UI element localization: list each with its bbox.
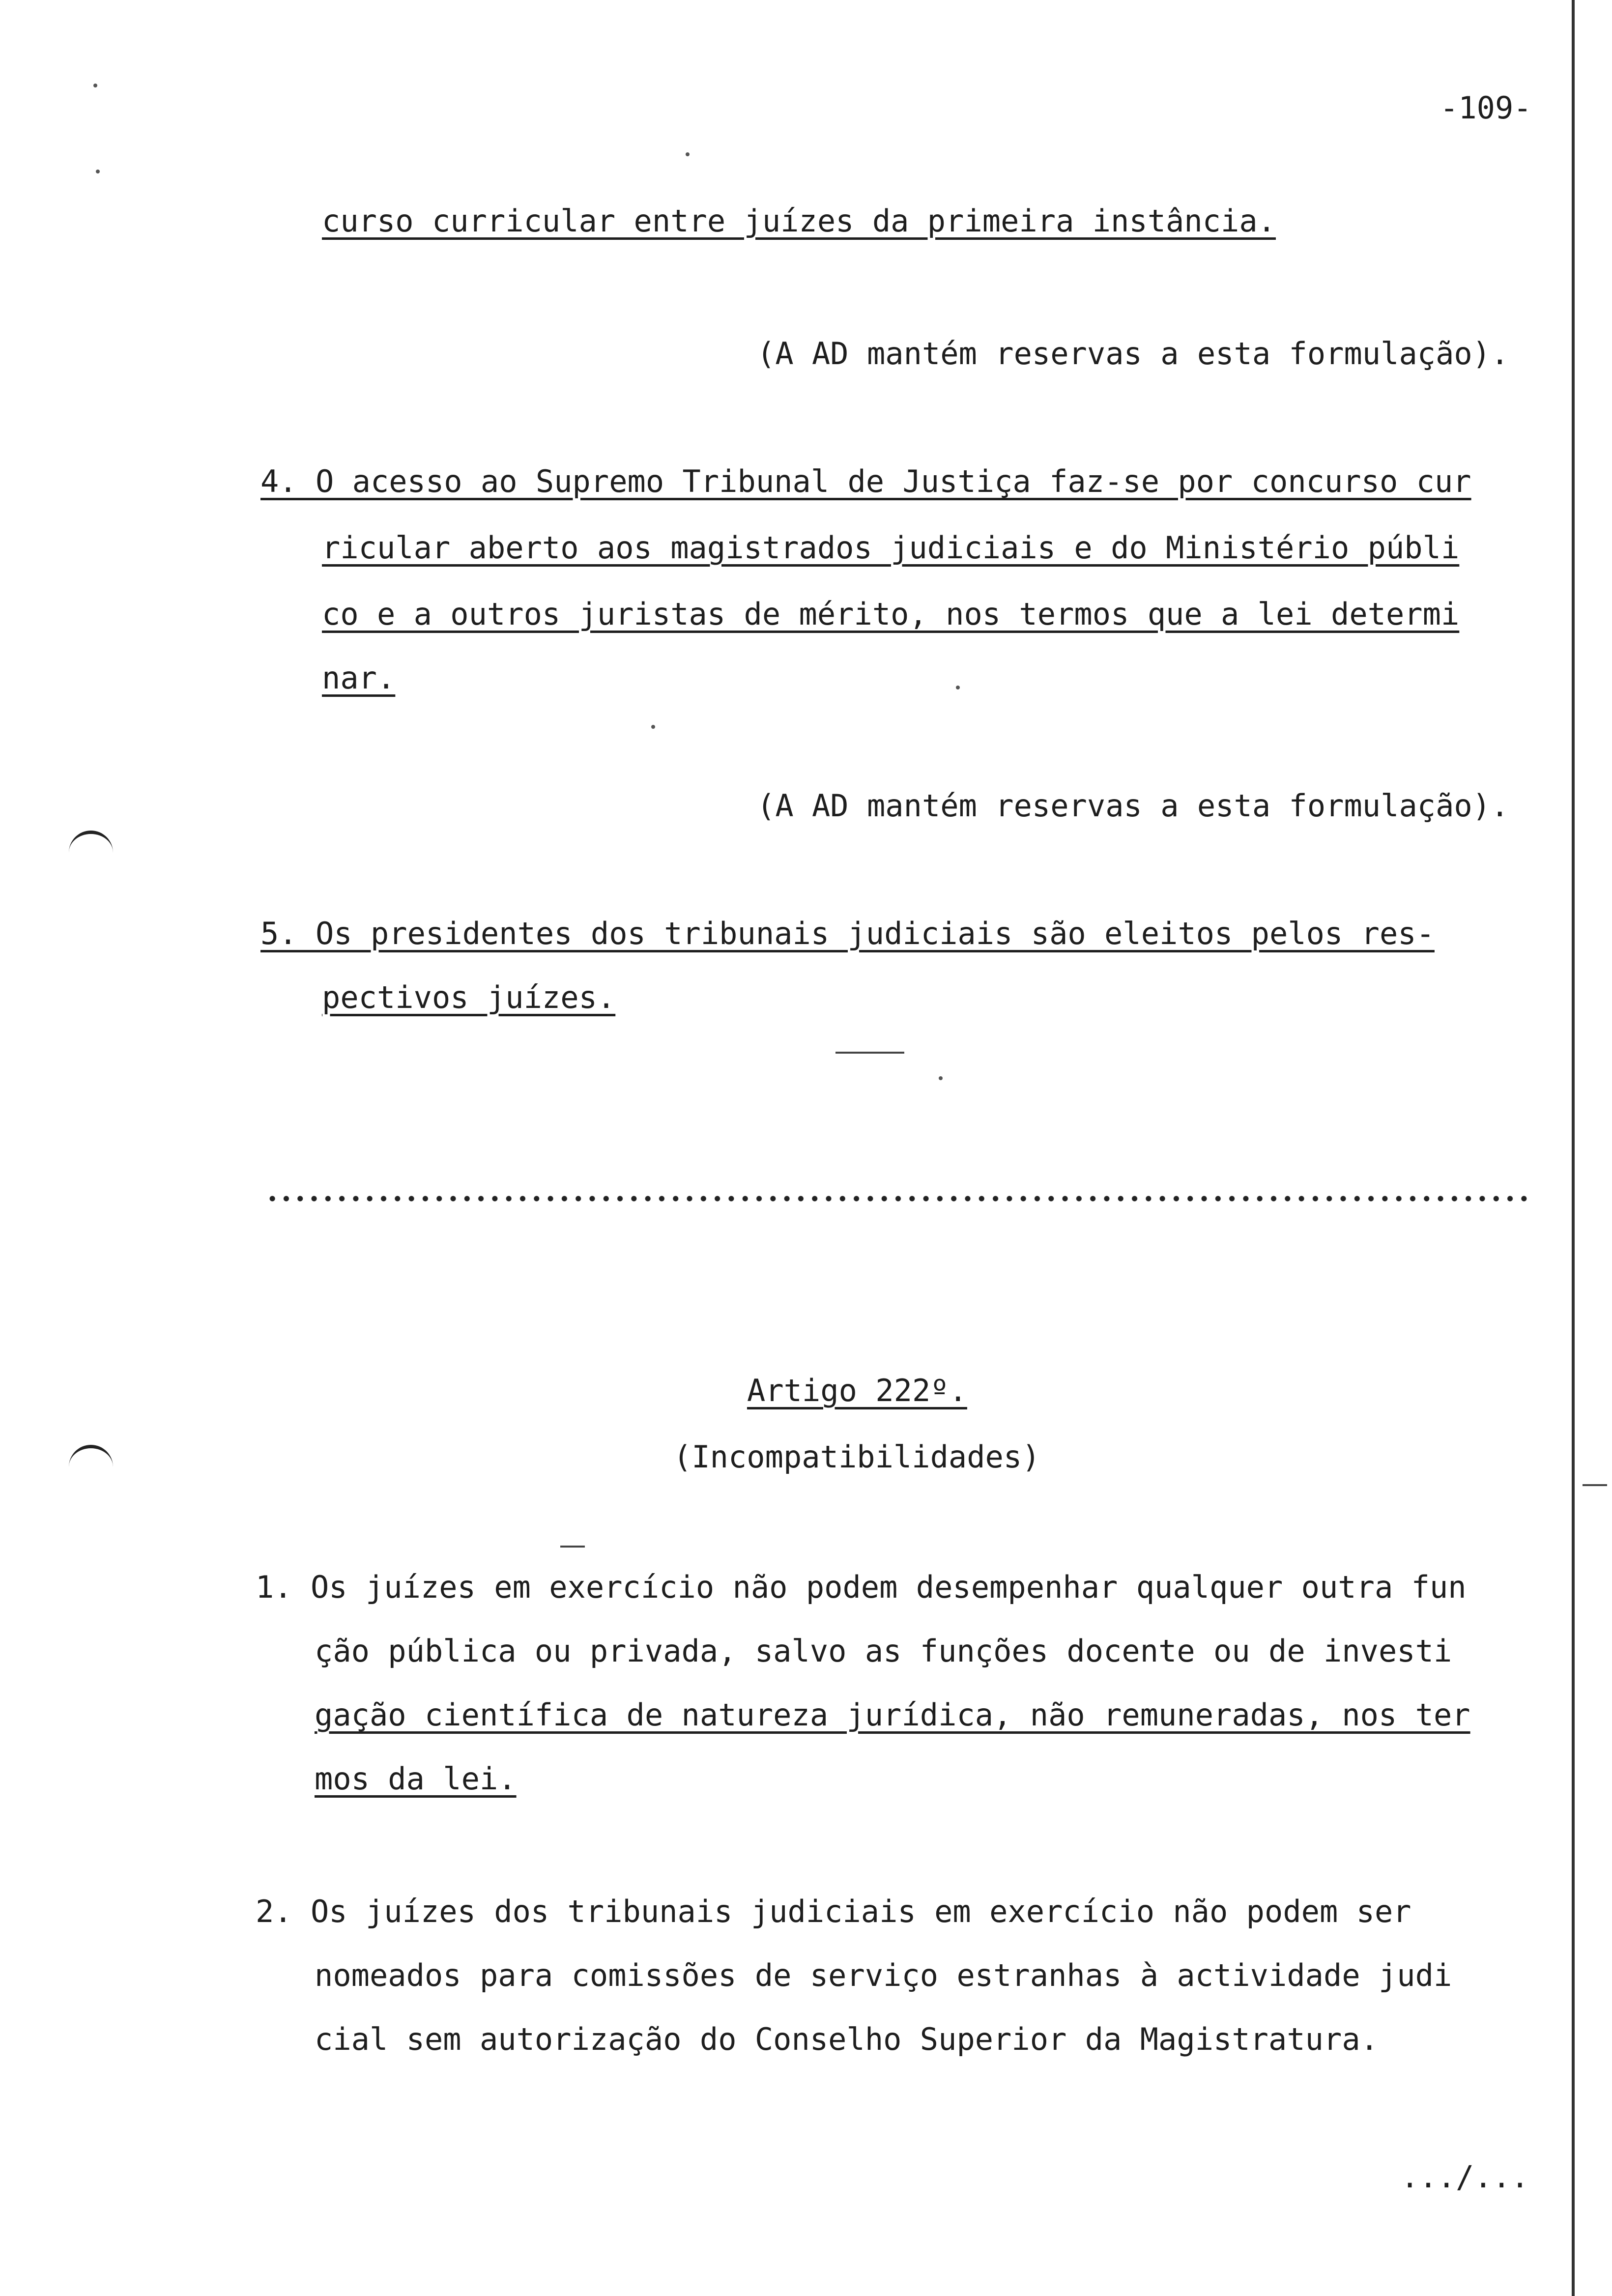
paragraph-5-line: pectivos juízes. xyxy=(322,979,616,1015)
reservation-note: (A AD mantém reservas a esta formulação). xyxy=(757,788,1509,824)
paragraph-1-line: gação científica de natureza jurídica, não remuneradas, nos ter xyxy=(315,1697,1470,1733)
scan-speck xyxy=(686,152,690,156)
hole-punch-mark xyxy=(69,831,113,863)
page-number: -109- xyxy=(1440,90,1532,126)
page-edge-line xyxy=(1572,0,1575,2296)
dotted-separator xyxy=(265,1194,1533,1203)
paragraph-4-line: ricular aberto aos magistrados judiciais e do Ministério públi xyxy=(322,530,1460,566)
paragraph-4-line: 4. O acesso ao Supremo Tribunal de Justiça faz-se por concurso cur xyxy=(260,463,1471,499)
paragraph-1-line: mos da lei. xyxy=(315,1761,517,1797)
scan-speck xyxy=(939,1076,943,1080)
reservation-note: (A AD mantém reservas a esta formulação). xyxy=(757,336,1509,372)
article-heading: Artigo 222º. xyxy=(747,1373,967,1408)
paragraph-1-line: 1. Os juízes em exercício não podem desempenhar qualquer outra fun xyxy=(256,1569,1467,1605)
scan-speck xyxy=(956,686,960,689)
scan-speck xyxy=(93,84,97,87)
scan-speck xyxy=(96,170,100,173)
hole-punch-mark xyxy=(69,1445,113,1478)
text-line: curso curricular entre juízes da primeira instância. xyxy=(322,203,1276,239)
scan-speck xyxy=(651,725,655,729)
scan-mark xyxy=(560,1546,585,1548)
scan-mark xyxy=(835,1052,904,1054)
paragraph-4-line: nar. xyxy=(322,660,396,696)
paragraph-2-line: nomeados para comissões de serviço estranhas à actividade judi xyxy=(315,1957,1452,1993)
paragraph-1-line: ção pública ou privada, salvo as funções docente ou de investi xyxy=(315,1633,1452,1669)
continuation-mark: .../... xyxy=(1401,2159,1529,2195)
article-subtitle: (Incompatibilidades) xyxy=(673,1439,1040,1475)
paragraph-2-line: 2. Os juízes dos tribunais judiciais em exercício não podem ser xyxy=(256,1894,1411,1929)
paragraph-4-line: co e a outros juristas de mérito, nos termos que a lei determi xyxy=(322,596,1460,632)
paragraph-2-line: cial sem autorização do Conselho Superior da Magistratura. xyxy=(315,2021,1379,2057)
scan-mark xyxy=(1583,1484,1607,1486)
paragraph-5-line: 5. Os presidentes dos tribunais judiciais são eleitos pelos res- xyxy=(260,916,1435,951)
